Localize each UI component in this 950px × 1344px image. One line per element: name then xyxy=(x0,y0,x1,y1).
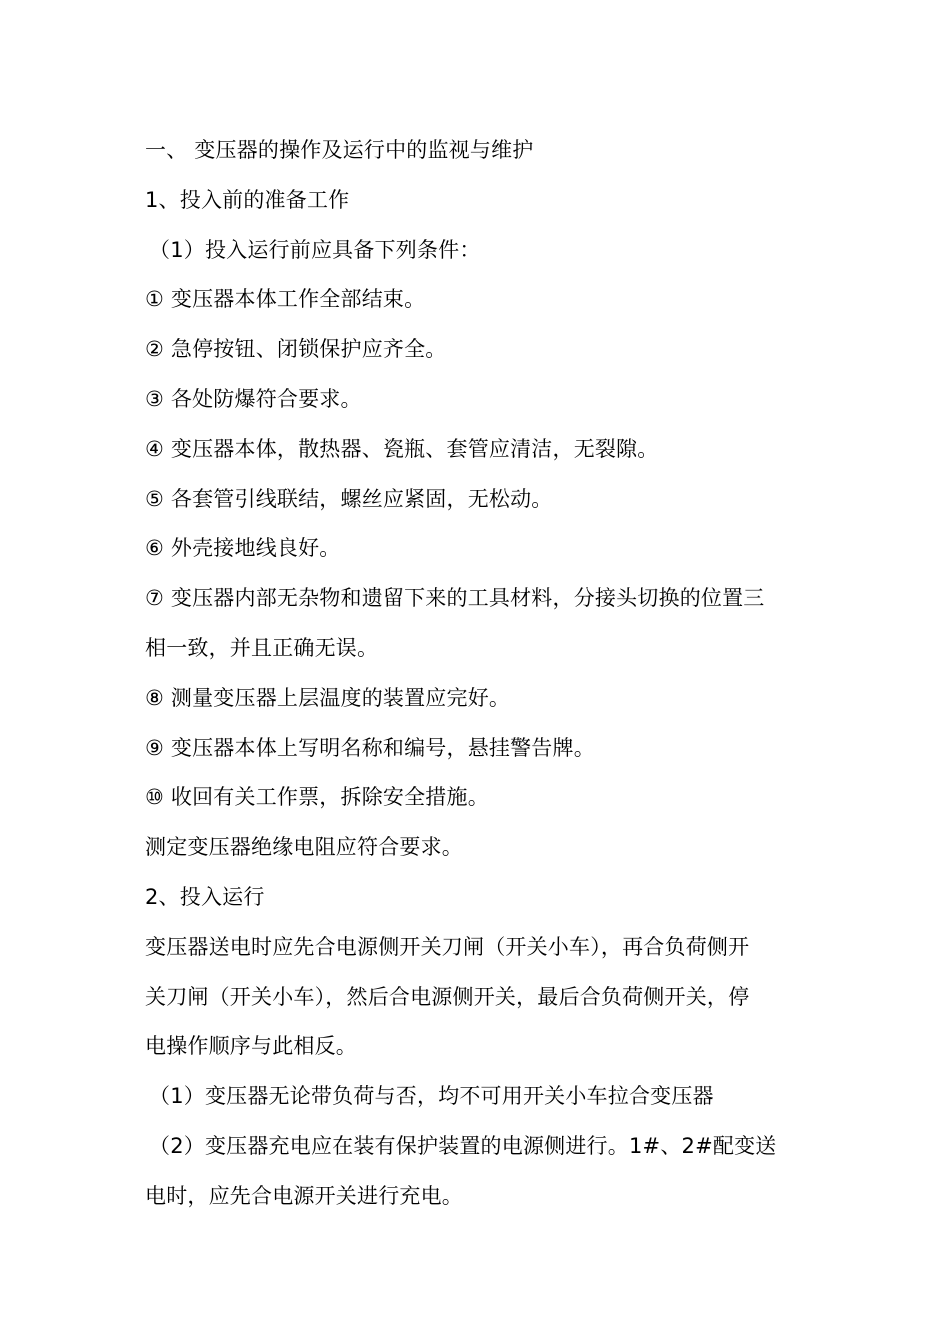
paragraph-line: 电时，应先合电源开关进行充电。 xyxy=(145,1183,463,1208)
subsection-heading: 2、投入运行 xyxy=(145,884,265,909)
list-item: ② 急停按钮、闭锁保护应齐全。 xyxy=(145,337,447,362)
list-item: ③ 各处防爆符合要求。 xyxy=(145,386,362,411)
document-body xyxy=(145,126,810,1222)
list-item: ⑩ 收回有关工作票，拆除安全措施。 xyxy=(145,785,489,810)
paragraph-line: 变压器送电时应先合电源侧开关刀闸（开关小车），再合负荷侧开 xyxy=(145,934,750,959)
list-item: ⑧ 测量变压器上层温度的装置应完好。 xyxy=(145,685,511,710)
list-item: ⑦ 变压器内部无杂物和遗留下来的工具材料，分接头切换的位置三 xyxy=(145,586,765,611)
paragraph-line: 测定变压器绝缘电阻应符合要求。 xyxy=(145,835,463,860)
subsection-heading: 1、投入前的准备工作 xyxy=(145,187,350,212)
paragraph-line: （1）投入运行前应具备下列条件： xyxy=(149,237,481,262)
paragraph-line: 电操作顺序与此相反。 xyxy=(145,1034,357,1059)
paragraph-line: （2）变压器充电应在装有保护装置的电源侧进行。1#、2#配变送 xyxy=(149,1133,777,1158)
list-item: ① 变压器本体工作全部结束。 xyxy=(145,287,426,312)
paragraph-line: 关刀闸（开关小车），然后合电源侧开关，最后合负荷侧开关，停 xyxy=(145,984,750,1009)
list-item: ④ 变压器本体，散热器、瓷瓶、套管应清洁，无裂隙。 xyxy=(145,436,659,461)
section-heading: 一、 变压器的操作及运行中的监视与维护 xyxy=(145,138,534,162)
list-item-continuation: 相一致，并且正确无误。 xyxy=(145,635,379,660)
list-item: ⑥ 外壳接地线良好。 xyxy=(145,536,341,561)
list-item: ⑨ 变压器本体上写明名称和编号，悬挂警告牌。 xyxy=(145,735,595,760)
list-item: ⑤ 各套管引线联结，螺丝应紧固，无松动。 xyxy=(145,486,553,511)
paragraph-line: （1）变压器无论带负荷与否，均不可用开关小车拉合变压器 xyxy=(149,1084,714,1109)
